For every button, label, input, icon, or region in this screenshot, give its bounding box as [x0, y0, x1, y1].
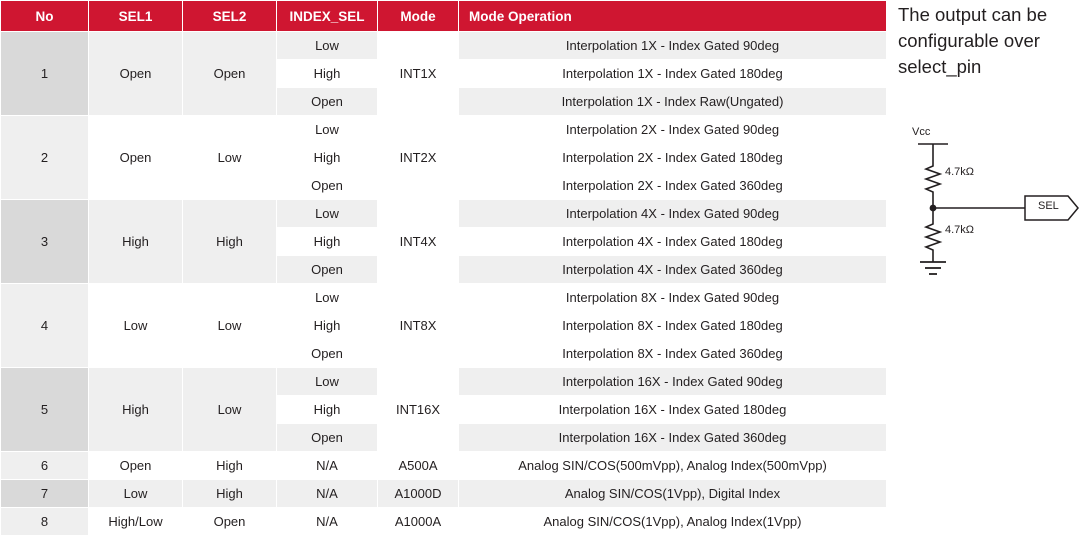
table-header-row	[1, 1, 887, 32]
cell-mode-operation: Interpolation 4X - Index Gated 90deg	[459, 200, 887, 228]
cell-sel1: Open	[89, 32, 183, 116]
cell-sel2: High	[183, 452, 277, 480]
cell-index-sel: Open	[277, 172, 378, 200]
cell-sel1: Open	[89, 452, 183, 480]
cell-sel1: High/Low	[89, 508, 183, 536]
sel-output-label: SEL	[1038, 200, 1059, 212]
cell-mode-operation: Interpolation 16X - Index Gated 180deg	[459, 396, 887, 424]
table-row	[1, 116, 887, 144]
cell-index-sel: N/A	[277, 480, 378, 508]
cell-no: 3	[1, 200, 89, 284]
table-row	[1, 480, 887, 508]
cell-sel2: High	[183, 200, 277, 284]
cell-mode-operation: Interpolation 4X - Index Gated 180deg	[459, 228, 887, 256]
cell-mode: INT1X	[378, 32, 459, 116]
resistor-top-label: 4.7kΩ	[945, 166, 975, 178]
note-text: The output can be configurable over select_pin	[898, 4, 1048, 77]
table-row	[1, 32, 887, 60]
cell-no: 6	[1, 452, 89, 480]
cell-index-sel: High	[277, 60, 378, 88]
cell-sel2: Open	[183, 32, 277, 116]
cell-no: 2	[1, 116, 89, 200]
cell-mode-operation: Interpolation 2X - Index Gated 180deg	[459, 144, 887, 172]
cell-sel1: High	[89, 368, 183, 452]
table-row	[1, 200, 887, 228]
cell-index-sel: Open	[277, 424, 378, 452]
cell-mode-operation: Interpolation 2X - Index Gated 90deg	[459, 116, 887, 144]
cell-sel1: Open	[89, 116, 183, 200]
cell-mode: A1000D	[378, 480, 459, 508]
cell-sel2: Low	[183, 368, 277, 452]
cell-no: 1	[1, 32, 89, 116]
cell-mode-operation: Interpolation 16X - Index Gated 360deg	[459, 424, 887, 452]
column-header-no: No	[1, 1, 89, 32]
resistor-bottom-label: 4.7kΩ	[945, 224, 975, 236]
cell-mode: INT4X	[378, 200, 459, 284]
cell-index-sel: Low	[277, 32, 378, 60]
cell-sel2: High	[183, 480, 277, 508]
cell-mode-operation: Interpolation 1X - Index Gated 180deg	[459, 60, 887, 88]
select-pin-schematic	[890, 120, 1080, 320]
cell-index-sel: Low	[277, 200, 378, 228]
column-header-index-sel: INDEX_SEL	[277, 1, 378, 32]
column-header-mode: Mode	[378, 1, 459, 32]
table-row	[1, 452, 887, 480]
cell-sel1: Low	[89, 284, 183, 368]
cell-no: 8	[1, 508, 89, 536]
cell-mode-operation: Interpolation 4X - Index Gated 360deg	[459, 256, 887, 284]
cell-mode-operation: Analog SIN/COS(1Vpp), Digital Index	[459, 480, 887, 508]
column-header-sel2: SEL2	[183, 1, 277, 32]
cell-index-sel: High	[277, 144, 378, 172]
cell-index-sel: Open	[277, 256, 378, 284]
cell-mode: A1000A	[378, 508, 459, 536]
cell-mode: INT8X	[378, 284, 459, 368]
cell-mode: A500A	[378, 452, 459, 480]
cell-index-sel: High	[277, 312, 378, 340]
cell-index-sel: High	[277, 228, 378, 256]
cell-index-sel: Open	[277, 88, 378, 116]
cell-mode-operation: Interpolation 1X - Index Raw(Ungated)	[459, 88, 887, 116]
cell-sel1: High	[89, 200, 183, 284]
table-header	[1, 1, 887, 32]
vcc-label: Vcc	[912, 126, 931, 138]
cell-no: 7	[1, 480, 89, 508]
cell-index-sel: Open	[277, 340, 378, 368]
side-note-panel	[890, 0, 1080, 549]
cell-index-sel: High	[277, 396, 378, 424]
cell-mode-operation: Interpolation 8X - Index Gated 180deg	[459, 312, 887, 340]
cell-index-sel: N/A	[277, 508, 378, 536]
cell-sel2: Low	[183, 116, 277, 200]
table-row	[1, 508, 887, 536]
table-row	[1, 284, 887, 312]
table-body	[1, 32, 887, 536]
cell-no: 5	[1, 368, 89, 452]
column-header-mode-operation: Mode Operation	[459, 1, 887, 32]
cell-mode-operation: Analog SIN/COS(500mVpp), Analog Index(500mVpp)	[459, 452, 887, 480]
schematic-svg	[890, 120, 1080, 320]
cell-index-sel: Low	[277, 284, 378, 312]
column-header-sel1: SEL1	[89, 1, 183, 32]
cell-mode: INT16X	[378, 368, 459, 452]
cell-mode: INT2X	[378, 116, 459, 200]
cell-index-sel: N/A	[277, 452, 378, 480]
cell-index-sel: Low	[277, 368, 378, 396]
cell-sel2: Open	[183, 508, 277, 536]
cell-mode-operation: Interpolation 16X - Index Gated 90deg	[459, 368, 887, 396]
cell-mode-operation: Interpolation 1X - Index Gated 90deg	[459, 32, 887, 60]
cell-mode-operation: Interpolation 8X - Index Gated 360deg	[459, 340, 887, 368]
cell-mode-operation: Interpolation 8X - Index Gated 90deg	[459, 284, 887, 312]
cell-no: 4	[1, 284, 89, 368]
cell-index-sel: Low	[277, 116, 378, 144]
cell-mode-operation: Interpolation 2X - Index Gated 360deg	[459, 172, 887, 200]
cell-sel2: Low	[183, 284, 277, 368]
cell-mode-operation: Analog SIN/COS(1Vpp), Analog Index(1Vpp)	[459, 508, 887, 536]
table-row	[1, 368, 887, 396]
cell-sel1: Low	[89, 480, 183, 508]
